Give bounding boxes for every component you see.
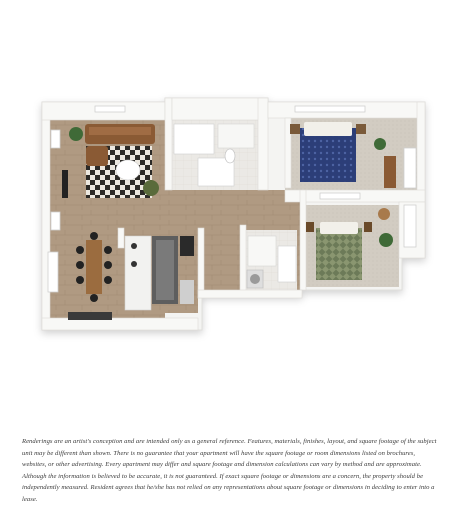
closet [218,124,254,148]
bed-blue [300,128,356,182]
plant-icon [374,138,386,150]
armchair [86,146,108,166]
plant-icon [69,127,83,141]
range [180,236,194,256]
nightstand [356,124,366,134]
linen-closet [248,236,276,266]
toilet [225,149,235,163]
kitchen-island [125,236,151,310]
refrigerator [180,280,194,304]
plant-icon [379,233,393,247]
chair [378,208,390,220]
dining-table [86,240,102,294]
bed-green [316,228,362,280]
tub [278,246,296,282]
nightstand [306,222,314,232]
desk [384,156,396,188]
plant-icon [143,180,159,196]
nightstand [364,222,372,232]
tv [62,170,68,198]
shower [174,124,214,154]
nightstand [290,124,300,134]
sideboard [68,312,112,320]
coffee-table [116,160,140,180]
disclaimer-text: Renderings are an artist's conception and are intended only as a general reference. Features, materials, finishes, layout, and square footage of the subject unit may be different than shown. There is no guarantee that your apartment will have the square footage or room dimensions listed on brochures, websites, or other advertising. Every apartment may differ and square footage and dimension calculations can vary by method and are approximate. Although the information is believed to be accurate, it is not guaranteed. If exact square footage or dimensions are a concern, the property should be independently measured. Resident agrees that he/she has not relied on any representations about square footage or dimensions in deciding to enter into a lease. [22,438,437,503]
